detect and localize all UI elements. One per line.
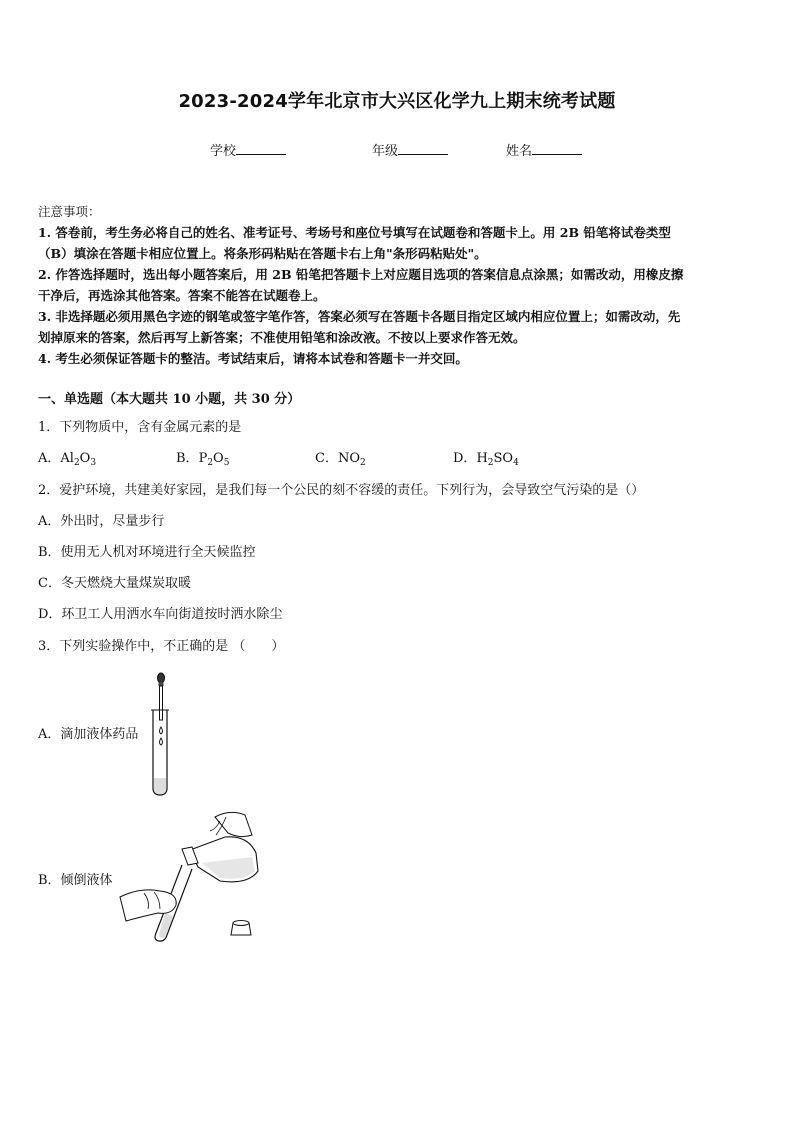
name-field (506, 140, 582, 159)
notes-block (38, 201, 760, 369)
note-1-line-2: （B）填涂在答题卡相应位置上。将条形码粘贴在答题卡右上角"条形码粘贴处"。 (38, 246, 487, 261)
q1-option-b-main: P (198, 451, 208, 466)
notes-heading: 注意事项： (38, 204, 101, 219)
name-label: 姓名 (506, 144, 533, 159)
note-1-line-1: 1. 答卷前，考生务必将自己的姓名、准考证号、考场号和座位号填写在试题卷和答题卡上。用 2B 铅笔将试卷类型 (38, 225, 671, 240)
school-field (210, 140, 286, 159)
q1-option-c-sub1: 2 (360, 458, 366, 468)
note-4: 4. 考生必须保证答题卡的整洁。考试结束后，请将本试卷和答题卡一并交回。 (38, 351, 468, 366)
q3-stem: 3．下列实验操作中，不正确的是 （ ） (38, 639, 285, 654)
test-tube (151, 710, 169, 795)
school-blank[interactable] (236, 142, 286, 155)
q1-option-d-sub2: 4 (513, 458, 519, 468)
q2-option-d[interactable]: D．环卫工人用洒水车向街道按时洒水除尘 (38, 607, 283, 622)
q3-option-a[interactable]: A．滴加液体药品 (38, 727, 139, 742)
q1-option-b[interactable] (176, 447, 229, 468)
q1-option-a-mid: O (79, 451, 91, 466)
q2-option-b[interactable]: B．使用无人机对环境进行全天候监控 (38, 545, 256, 560)
grade-blank[interactable] (398, 142, 448, 155)
q1-option-c[interactable] (315, 447, 366, 468)
q2-stem: 2．爱护环境，共建美好家园，是我们每一个公民的刻不容缓的责任。下列行为，会导致空气污染的是（） (38, 483, 645, 498)
page-title: 2023-2024学年北京市大兴区化学九上期末统考试题 (178, 91, 616, 112)
q1-option-d-letter: D． (453, 451, 477, 466)
q1-option-d-sub1: 2 (487, 458, 494, 468)
q3-option-b[interactable]: B．倾倒液体 (38, 873, 113, 888)
grade-label: 年级 (372, 144, 399, 159)
q1-option-c-letter: C． (315, 451, 338, 466)
hand-holding-bottle (210, 812, 252, 836)
q2-option-a[interactable]: A．外出时，尽量步行 (38, 514, 165, 529)
q1-option-a[interactable] (38, 447, 96, 468)
q1-option-b-sub2: 5 (223, 458, 230, 468)
q1-option-d-mid: SO (493, 451, 514, 466)
bottle-stopper (231, 921, 251, 936)
q1-option-c-main: NO (337, 451, 360, 466)
note-3-line-1: 3. 非选择题必须用黑色字迹的钢笔或签字笔作答，答案必须写在答题卡各题目指定区域内相应位置上；如需改动，先 (38, 309, 681, 324)
q1-option-a-sub2: 3 (90, 458, 97, 468)
q1-option-b-mid: O (213, 451, 224, 466)
q1-option-d-main: H (476, 451, 488, 466)
note-2-line-2: 干净后，再选涂其他答案。答案不能答在试题卷上。 (38, 288, 326, 303)
q1-option-b-sub1: 2 (207, 458, 214, 468)
reagent-bottle (182, 837, 258, 882)
section-heading: 一、单选题（本大题共 10 小题，共 30 分） (38, 392, 301, 407)
dropper-test-tube-illustration (145, 670, 185, 800)
q1-option-b-letter: B． (176, 451, 199, 466)
q1-option-d[interactable] (453, 447, 519, 468)
dropper-bulb (158, 673, 165, 686)
school-label: 学校 (210, 144, 237, 159)
liquid-drop (160, 727, 163, 745)
note-3-line-2: 划掉原来的答案，然后再写上新答案；不准使用铅笔和涂改液。不按以上要求作答无效。 (38, 330, 526, 345)
name-blank[interactable] (532, 142, 582, 155)
q1-stem: 1．下列物质中，含有金属元素的是 (38, 420, 242, 435)
grade-field (372, 140, 448, 159)
q2-option-c[interactable]: C．冬天燃烧大量煤炭取暖 (38, 576, 191, 591)
q1-option-a-main: Al (60, 451, 74, 466)
note-2-line-1: 2. 作答选择题时，选出每小题答案后，用 2B 铅笔把答题卡上对应题目选项的答案信息点涂黑；如需改动，用橡皮擦 (38, 267, 684, 282)
pouring-liquid-illustration (120, 805, 280, 945)
q1-option-a-letter: A． (38, 451, 61, 466)
dropper-tube (160, 686, 163, 720)
q1-option-a-sub1: 2 (73, 458, 80, 468)
